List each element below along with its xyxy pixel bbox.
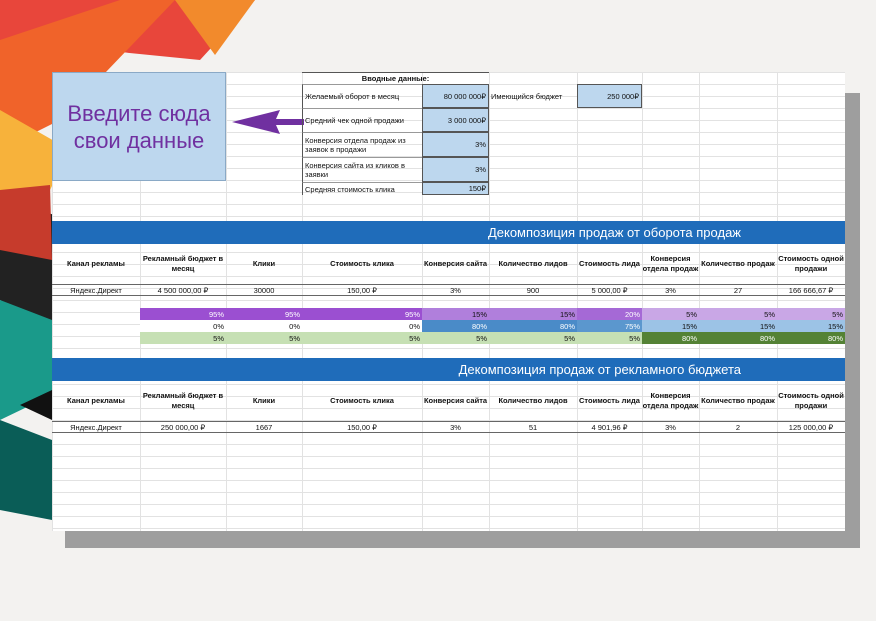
band-cell: 15% [489, 308, 577, 320]
gridline-v [699, 72, 700, 531]
band-cell: 15% [422, 308, 489, 320]
col-header-2: Клики [252, 259, 276, 268]
gridline-h [52, 456, 845, 457]
band-cell: 5% [642, 308, 699, 320]
gridline-h [52, 300, 845, 301]
col-header-9: Стоимость одной продажи [778, 254, 844, 273]
input-value-1[interactable]: 3 000 000₽ [422, 108, 489, 132]
section1-header: Декомпозиция продаж от оборота продаж [52, 221, 845, 244]
input-label-2: Конверсия отдела продаж из заявок в продажи [302, 132, 422, 157]
gridline-v [226, 72, 227, 531]
band-cell: 5% [577, 332, 642, 344]
input-value-4[interactable]: 150₽ [422, 182, 489, 195]
table-cell: 150,00 ₽ [302, 421, 422, 433]
band-cell: 5% [226, 332, 302, 344]
table-cell: 150,00 ₽ [302, 284, 422, 296]
gridline-h [52, 204, 845, 205]
gridline-v [489, 72, 490, 531]
table-cell: 3% [642, 284, 699, 296]
gridline-h [52, 516, 845, 517]
col-header-5: Количество лидов [498, 259, 568, 268]
table-cell: 125 000,00 ₽ [777, 421, 845, 433]
gridline-h [52, 348, 845, 349]
arrow-right-icon [232, 109, 304, 135]
section2-header: Декомпозиция продаж от рекламного бюджета [52, 358, 845, 381]
gridline-v [577, 72, 578, 531]
red-shape [0, 185, 52, 260]
input-label-1: Средний чек одной продажи [302, 108, 422, 132]
input-label-0: Желаемый оборот в месяц [302, 84, 422, 108]
band-cell: 95% [302, 308, 422, 320]
callout-line-2: свои данные [73, 127, 205, 153]
col-header-6: Стоимость лида [579, 396, 640, 405]
input-value-0[interactable]: 80 000 000₽ [422, 84, 489, 108]
col-header-4: Конверсия сайта [423, 396, 488, 405]
gridline-v [777, 72, 778, 531]
band-cell: 15% [777, 320, 845, 332]
col-header-3: Стоимость клика [330, 396, 394, 405]
band-cell: 95% [140, 308, 226, 320]
gridline-h [52, 480, 845, 481]
gridline-v [642, 72, 643, 531]
table-cell: 250 000,00 ₽ [140, 421, 226, 433]
band-cell: 80% [642, 332, 699, 344]
gridline-h [52, 492, 845, 493]
band-cell: 80% [422, 320, 489, 332]
band-cell: 0% [140, 320, 226, 332]
band-cell: 5% [777, 308, 845, 320]
gridline-h [52, 504, 845, 505]
band-cell: 15% [642, 320, 699, 332]
col-header-0: Канал рекламы [67, 259, 125, 268]
table-cell: 3% [642, 421, 699, 433]
band-cell: 80% [489, 320, 577, 332]
table-cell: 4 500 000,00 ₽ [140, 284, 226, 296]
table-cell: 4 901,96 ₽ [577, 421, 642, 433]
band-cell: 5% [302, 332, 422, 344]
budget-label: Имеющийся бюджет [491, 91, 563, 101]
col-header-7: Конверсия отдела продаж [642, 391, 699, 410]
band-cell: 95% [226, 308, 302, 320]
budget-input[interactable]: 250 000₽ [577, 84, 642, 108]
band-cell: 80% [777, 332, 845, 344]
band-cell: 5% [489, 332, 577, 344]
table-cell: 27 [699, 284, 777, 296]
band-cell: 0% [226, 320, 302, 332]
gridline-h [52, 216, 845, 217]
table-cell: Яндекс.Директ [52, 284, 140, 296]
col-header-5: Количество лидов [498, 396, 568, 405]
table-cell: 51 [489, 421, 577, 433]
band-cell: 5% [422, 332, 489, 344]
col-header-0: Канал рекламы [67, 396, 125, 405]
input-value-2[interactable]: 3% [422, 132, 489, 157]
callout-line-1: Введите сюда [67, 100, 211, 126]
col-header-4: Конверсия сайта [423, 259, 488, 268]
band-cell: 0% [302, 320, 422, 332]
table-cell: 166 666,67 ₽ [777, 284, 845, 296]
col-header-8: Количество продаж [701, 259, 775, 268]
band-cell: 5% [140, 332, 226, 344]
col-header-1: Рекламный бюджет в месяц [142, 254, 224, 273]
input-label-4: Средняя стоимость клика [302, 182, 422, 195]
table-cell: 2 [699, 421, 777, 433]
band-cell: 80% [699, 332, 777, 344]
gridline-h [52, 468, 845, 469]
col-header-1: Рекламный бюджет в месяц [142, 391, 224, 410]
band-cell: 20% [577, 308, 642, 320]
input-value-3[interactable]: 3% [422, 157, 489, 182]
spreadsheet[interactable] [52, 72, 845, 531]
table-cell: 3% [422, 421, 489, 433]
table-cell: 5 000,00 ₽ [577, 284, 642, 296]
col-header-3: Стоимость клика [330, 259, 394, 268]
inputs-title: Вводные данные: [302, 72, 489, 84]
col-header-8: Количество продаж [701, 396, 775, 405]
col-header-7: Конверсия отдела продаж [642, 254, 699, 273]
band-cell: 75% [577, 320, 642, 332]
input-label-3: Конверсия сайта из кликов в заявки [302, 157, 422, 182]
table-cell: 900 [489, 284, 577, 296]
gridline-h [52, 444, 845, 445]
table-cell: Яндекс.Директ [52, 421, 140, 433]
gridline-h [52, 528, 845, 529]
col-header-6: Стоимость лида [579, 259, 640, 268]
instruction-callout [52, 72, 226, 181]
col-header-2: Клики [252, 396, 276, 405]
teal-dark-shape [0, 420, 52, 520]
band-cell: 15% [699, 320, 777, 332]
table-cell: 1667 [226, 421, 302, 433]
table-cell: 3% [422, 284, 489, 296]
table-cell: 30000 [226, 284, 302, 296]
band-cell: 5% [699, 308, 777, 320]
col-header-9: Стоимость одной продажи [778, 391, 844, 410]
